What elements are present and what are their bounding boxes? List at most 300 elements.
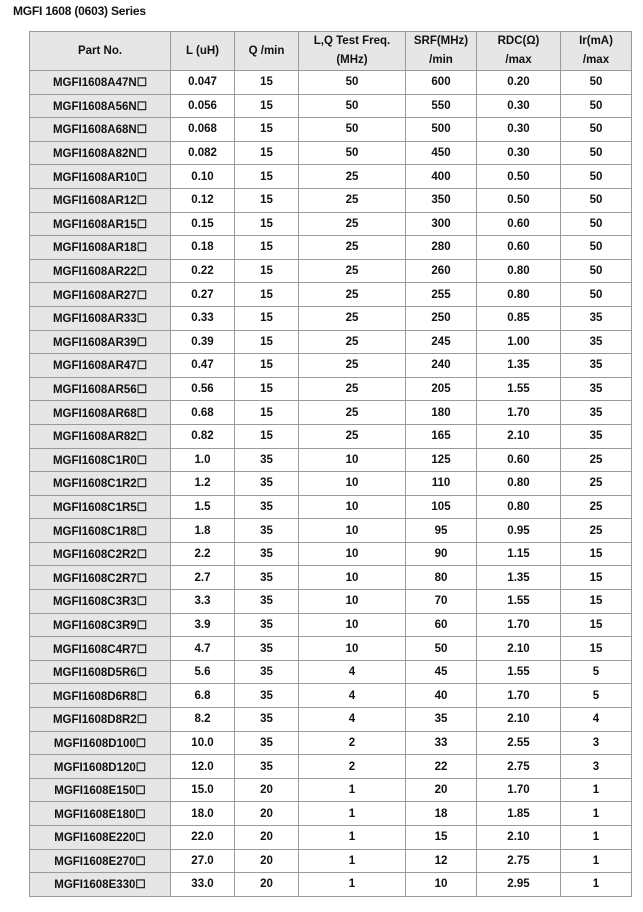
cell-test-freq: 50 (299, 71, 406, 95)
header-label: Ir(mA) (579, 35, 613, 47)
cell-ir: 5 (561, 684, 632, 708)
cell-ir: 1 (561, 873, 632, 897)
cell-part-no: MGFI1608C2R7☐ (30, 566, 171, 590)
cell-ir: 50 (561, 212, 632, 236)
cell-ir: 15 (561, 613, 632, 637)
cell-rdc: 1.85 (477, 802, 561, 826)
cell-test-freq: 25 (299, 377, 406, 401)
table-row (30, 873, 632, 897)
cell-q-min: 15 (235, 212, 299, 236)
cell-part-no: MGFI1608AR22☐ (30, 259, 171, 283)
cell-ir: 3 (561, 731, 632, 755)
cell-q-min: 35 (235, 495, 299, 519)
cell-ir: 50 (561, 118, 632, 142)
cell-srf: 70 (406, 590, 477, 614)
cell-inductance: 6.8 (171, 684, 235, 708)
cell-inductance: 0.10 (171, 165, 235, 189)
table-row (30, 212, 632, 236)
cell-q-min: 15 (235, 236, 299, 260)
cell-q-min: 35 (235, 731, 299, 755)
cell-rdc: 1.70 (477, 401, 561, 425)
cell-q-min: 35 (235, 755, 299, 779)
cell-q-min: 20 (235, 778, 299, 802)
cell-srf: 95 (406, 519, 477, 543)
table-row (30, 826, 632, 850)
cell-ir: 50 (561, 141, 632, 165)
cell-q-min: 15 (235, 306, 299, 330)
cell-test-freq: 50 (299, 94, 406, 118)
cell-inductance: 0.22 (171, 259, 235, 283)
cell-q-min: 20 (235, 849, 299, 873)
cell-ir: 35 (561, 306, 632, 330)
table-row (30, 684, 632, 708)
cell-test-freq: 1 (299, 873, 406, 897)
cell-inductance: 1.5 (171, 495, 235, 519)
cell-inductance: 22.0 (171, 826, 235, 850)
table-row (30, 283, 632, 307)
cell-inductance: 2.7 (171, 566, 235, 590)
cell-srf: 205 (406, 377, 477, 401)
cell-srf: 33 (406, 731, 477, 755)
cell-q-min: 20 (235, 802, 299, 826)
cell-part-no: MGFI1608AR82☐ (30, 424, 171, 448)
cell-q-min: 15 (235, 141, 299, 165)
cell-rdc: 2.10 (477, 708, 561, 732)
cell-inductance: 8.2 (171, 708, 235, 732)
table-row (30, 330, 632, 354)
cell-ir: 35 (561, 354, 632, 378)
cell-q-min: 15 (235, 283, 299, 307)
cell-srf: 300 (406, 212, 477, 236)
cell-q-min: 35 (235, 590, 299, 614)
cell-inductance: 0.56 (171, 377, 235, 401)
cell-test-freq: 4 (299, 660, 406, 684)
cell-q-min: 15 (235, 94, 299, 118)
cell-rdc: 2.75 (477, 755, 561, 779)
cell-ir: 25 (561, 448, 632, 472)
table-row (30, 188, 632, 212)
header-rdc (477, 32, 561, 71)
spec-table (29, 31, 632, 897)
cell-srf: 350 (406, 188, 477, 212)
cell-srf: 180 (406, 401, 477, 425)
cell-test-freq: 25 (299, 259, 406, 283)
cell-test-freq: 4 (299, 708, 406, 732)
cell-inductance: 33.0 (171, 873, 235, 897)
cell-srf: 80 (406, 566, 477, 590)
cell-part-no: MGFI1608AR27☐ (30, 283, 171, 307)
cell-rdc: 0.80 (477, 495, 561, 519)
cell-test-freq: 50 (299, 141, 406, 165)
table-body (30, 71, 632, 897)
page-title: MGFI 1608 (0603) Series (13, 4, 146, 18)
cell-q-min: 35 (235, 519, 299, 543)
cell-inductance: 0.27 (171, 283, 235, 307)
cell-inductance: 18.0 (171, 802, 235, 826)
cell-part-no: MGFI1608C2R2☐ (30, 542, 171, 566)
cell-srf: 110 (406, 472, 477, 496)
cell-ir: 3 (561, 755, 632, 779)
cell-q-min: 35 (235, 448, 299, 472)
table-row (30, 849, 632, 873)
cell-test-freq: 10 (299, 519, 406, 543)
cell-test-freq: 10 (299, 542, 406, 566)
cell-ir: 35 (561, 424, 632, 448)
cell-q-min: 15 (235, 354, 299, 378)
cell-q-min: 35 (235, 684, 299, 708)
table-row (30, 637, 632, 661)
cell-rdc: 0.50 (477, 188, 561, 212)
cell-inductance: 0.18 (171, 236, 235, 260)
cell-rdc: 1.35 (477, 354, 561, 378)
cell-q-min: 15 (235, 424, 299, 448)
cell-q-min: 15 (235, 259, 299, 283)
header-label: L,Q Test Freq. (313, 35, 391, 47)
cell-srf: 45 (406, 660, 477, 684)
cell-test-freq: 4 (299, 684, 406, 708)
cell-srf: 20 (406, 778, 477, 802)
cell-srf: 40 (406, 684, 477, 708)
cell-rdc: 2.10 (477, 826, 561, 850)
cell-srf: 22 (406, 755, 477, 779)
cell-test-freq: 10 (299, 613, 406, 637)
cell-part-no: MGFI1608D6R8☐ (30, 684, 171, 708)
cell-rdc: 1.55 (477, 377, 561, 401)
table-row (30, 141, 632, 165)
cell-part-no: MGFI1608E180☐ (30, 802, 171, 826)
cell-rdc: 1.70 (477, 684, 561, 708)
cell-q-min: 35 (235, 637, 299, 661)
cell-q-min: 35 (235, 708, 299, 732)
table-row (30, 472, 632, 496)
cell-q-min: 15 (235, 118, 299, 142)
table-header (30, 32, 632, 71)
cell-test-freq: 25 (299, 212, 406, 236)
cell-ir: 50 (561, 283, 632, 307)
table-row (30, 755, 632, 779)
cell-q-min: 15 (235, 401, 299, 425)
cell-part-no: MGFI1608C4R7☐ (30, 637, 171, 661)
cell-inductance: 1.0 (171, 448, 235, 472)
cell-rdc: 0.60 (477, 236, 561, 260)
cell-part-no: MGFI1608AR15☐ (30, 212, 171, 236)
cell-q-min: 15 (235, 165, 299, 189)
header-unit: /max (505, 54, 532, 66)
cell-rdc: 1.35 (477, 566, 561, 590)
header-label: SRF(MHz) (413, 35, 469, 47)
cell-part-no: MGFI1608D8R2☐ (30, 708, 171, 732)
cell-q-min: 35 (235, 472, 299, 496)
cell-part-no: MGFI1608A47N☐ (30, 71, 171, 95)
cell-inductance: 27.0 (171, 849, 235, 873)
cell-rdc: 2.75 (477, 849, 561, 873)
cell-srf: 35 (406, 708, 477, 732)
cell-rdc: 1.55 (477, 660, 561, 684)
cell-ir: 50 (561, 71, 632, 95)
cell-ir: 50 (561, 94, 632, 118)
cell-ir: 1 (561, 802, 632, 826)
cell-part-no: MGFI1608AR12☐ (30, 188, 171, 212)
table-row (30, 590, 632, 614)
cell-part-no: MGFI1608C1R2☐ (30, 472, 171, 496)
cell-part-no: MGFI1608C3R3☐ (30, 590, 171, 614)
cell-q-min: 15 (235, 71, 299, 95)
cell-srf: 550 (406, 94, 477, 118)
cell-srf: 260 (406, 259, 477, 283)
cell-part-no: MGFI1608D100☐ (30, 731, 171, 755)
table-row (30, 778, 632, 802)
cell-inductance: 0.068 (171, 118, 235, 142)
header-label: Q /min (248, 44, 285, 57)
table-row (30, 377, 632, 401)
header-unit: /min (429, 54, 453, 66)
cell-rdc: 1.70 (477, 778, 561, 802)
cell-test-freq: 25 (299, 401, 406, 425)
cell-ir: 25 (561, 495, 632, 519)
table-row (30, 708, 632, 732)
cell-ir: 15 (561, 637, 632, 661)
header-label: RDC(Ω) (497, 35, 540, 47)
header-q-min (235, 32, 299, 71)
cell-test-freq: 25 (299, 236, 406, 260)
cell-part-no: MGFI1608AR33☐ (30, 306, 171, 330)
table-row (30, 542, 632, 566)
cell-q-min: 15 (235, 377, 299, 401)
cell-rdc: 0.60 (477, 448, 561, 472)
cell-srf: 400 (406, 165, 477, 189)
table-row (30, 354, 632, 378)
cell-test-freq: 25 (299, 188, 406, 212)
cell-inductance: 1.2 (171, 472, 235, 496)
header-test-freq (299, 32, 406, 71)
table-row (30, 613, 632, 637)
cell-rdc: 0.80 (477, 472, 561, 496)
cell-test-freq: 25 (299, 330, 406, 354)
cell-q-min: 15 (235, 188, 299, 212)
cell-ir: 50 (561, 236, 632, 260)
cell-srf: 60 (406, 613, 477, 637)
cell-inductance: 0.12 (171, 188, 235, 212)
cell-inductance: 10.0 (171, 731, 235, 755)
cell-inductance: 1.8 (171, 519, 235, 543)
cell-rdc: 1.00 (477, 330, 561, 354)
cell-inductance: 5.6 (171, 660, 235, 684)
cell-q-min: 15 (235, 330, 299, 354)
cell-srf: 450 (406, 141, 477, 165)
cell-srf: 90 (406, 542, 477, 566)
cell-test-freq: 25 (299, 165, 406, 189)
cell-test-freq: 10 (299, 637, 406, 661)
header-unit: (MHz) (336, 54, 368, 66)
cell-part-no: MGFI1608C1R0☐ (30, 448, 171, 472)
cell-test-freq: 25 (299, 354, 406, 378)
header-ir (561, 32, 632, 71)
cell-part-no: MGFI1608AR47☐ (30, 354, 171, 378)
cell-inductance: 0.39 (171, 330, 235, 354)
cell-test-freq: 2 (299, 755, 406, 779)
cell-ir: 25 (561, 519, 632, 543)
cell-inductance: 0.15 (171, 212, 235, 236)
cell-srf: 250 (406, 306, 477, 330)
cell-inductance: 12.0 (171, 755, 235, 779)
cell-rdc: 1.15 (477, 542, 561, 566)
cell-test-freq: 10 (299, 472, 406, 496)
cell-srf: 255 (406, 283, 477, 307)
cell-part-no: MGFI1608E330☐ (30, 873, 171, 897)
cell-srf: 280 (406, 236, 477, 260)
cell-inductance: 0.082 (171, 141, 235, 165)
cell-ir: 50 (561, 165, 632, 189)
cell-test-freq: 10 (299, 448, 406, 472)
table-row (30, 259, 632, 283)
cell-part-no: MGFI1608C1R8☐ (30, 519, 171, 543)
cell-ir: 4 (561, 708, 632, 732)
cell-part-no: MGFI1608AR18☐ (30, 236, 171, 260)
cell-test-freq: 1 (299, 802, 406, 826)
cell-rdc: 2.10 (477, 424, 561, 448)
cell-part-no: MGFI1608E220☐ (30, 826, 171, 850)
header-row (30, 32, 632, 71)
table-row (30, 495, 632, 519)
cell-rdc: 0.85 (477, 306, 561, 330)
cell-q-min: 20 (235, 873, 299, 897)
cell-rdc: 2.55 (477, 731, 561, 755)
cell-inductance: 4.7 (171, 637, 235, 661)
cell-ir: 1 (561, 778, 632, 802)
cell-ir: 35 (561, 401, 632, 425)
cell-srf: 18 (406, 802, 477, 826)
cell-inductance: 0.47 (171, 354, 235, 378)
table-row (30, 448, 632, 472)
header-label: Part No. (77, 44, 123, 57)
cell-rdc: 0.60 (477, 212, 561, 236)
cell-ir: 1 (561, 826, 632, 850)
table-row (30, 118, 632, 142)
header-label: L (uH) (185, 44, 219, 57)
cell-part-no: MGFI1608D120☐ (30, 755, 171, 779)
header-srf (406, 32, 477, 71)
cell-ir: 25 (561, 472, 632, 496)
cell-part-no: MGFI1608AR56☐ (30, 377, 171, 401)
cell-part-no: MGFI1608AR39☐ (30, 330, 171, 354)
cell-test-freq: 10 (299, 495, 406, 519)
cell-test-freq: 10 (299, 566, 406, 590)
cell-part-no: MGFI1608D5R6☐ (30, 660, 171, 684)
table-row (30, 660, 632, 684)
cell-part-no: MGFI1608A68N☐ (30, 118, 171, 142)
cell-rdc: 0.20 (477, 71, 561, 95)
cell-srf: 125 (406, 448, 477, 472)
cell-inductance: 0.68 (171, 401, 235, 425)
cell-inductance: 0.82 (171, 424, 235, 448)
cell-srf: 105 (406, 495, 477, 519)
cell-inductance: 3.3 (171, 590, 235, 614)
table-row (30, 306, 632, 330)
cell-q-min: 20 (235, 826, 299, 850)
cell-part-no: MGFI1608E270☐ (30, 849, 171, 873)
table-row (30, 94, 632, 118)
cell-rdc: 0.30 (477, 141, 561, 165)
cell-srf: 500 (406, 118, 477, 142)
cell-test-freq: 25 (299, 424, 406, 448)
cell-q-min: 35 (235, 542, 299, 566)
table-row (30, 165, 632, 189)
cell-inductance: 0.33 (171, 306, 235, 330)
table-row (30, 401, 632, 425)
cell-rdc: 0.30 (477, 94, 561, 118)
table-row (30, 236, 632, 260)
cell-srf: 15 (406, 826, 477, 850)
cell-part-no: MGFI1608E150☐ (30, 778, 171, 802)
cell-srf: 240 (406, 354, 477, 378)
cell-rdc: 2.10 (477, 637, 561, 661)
cell-part-no: MGFI1608C3R9☐ (30, 613, 171, 637)
cell-part-no: MGFI1608C1R5☐ (30, 495, 171, 519)
cell-ir: 15 (561, 590, 632, 614)
cell-ir: 50 (561, 188, 632, 212)
cell-srf: 50 (406, 637, 477, 661)
cell-ir: 35 (561, 377, 632, 401)
cell-rdc: 1.55 (477, 590, 561, 614)
cell-part-no: MGFI1608AR10☐ (30, 165, 171, 189)
cell-test-freq: 50 (299, 118, 406, 142)
cell-rdc: 0.95 (477, 519, 561, 543)
header-inductance (171, 32, 235, 71)
cell-part-no: MGFI1608AR68☐ (30, 401, 171, 425)
header-part-no (30, 32, 171, 71)
cell-inductance: 0.056 (171, 94, 235, 118)
cell-rdc: 2.95 (477, 873, 561, 897)
cell-srf: 600 (406, 71, 477, 95)
cell-q-min: 35 (235, 566, 299, 590)
cell-rdc: 0.80 (477, 259, 561, 283)
cell-rdc: 1.70 (477, 613, 561, 637)
table-row (30, 802, 632, 826)
cell-srf: 10 (406, 873, 477, 897)
cell-test-freq: 25 (299, 306, 406, 330)
cell-ir: 15 (561, 542, 632, 566)
cell-test-freq: 1 (299, 849, 406, 873)
table-row (30, 424, 632, 448)
cell-inductance: 15.0 (171, 778, 235, 802)
cell-test-freq: 10 (299, 590, 406, 614)
cell-q-min: 35 (235, 660, 299, 684)
cell-ir: 5 (561, 660, 632, 684)
cell-rdc: 0.80 (477, 283, 561, 307)
cell-part-no: MGFI1608A82N☐ (30, 141, 171, 165)
cell-part-no: MGFI1608A56N☐ (30, 94, 171, 118)
cell-inductance: 3.9 (171, 613, 235, 637)
cell-ir: 15 (561, 566, 632, 590)
cell-q-min: 35 (235, 613, 299, 637)
cell-ir: 1 (561, 849, 632, 873)
table-row (30, 731, 632, 755)
cell-ir: 50 (561, 259, 632, 283)
table-row (30, 566, 632, 590)
table-row (30, 71, 632, 95)
cell-ir: 35 (561, 330, 632, 354)
cell-inductance: 0.047 (171, 71, 235, 95)
cell-inductance: 2.2 (171, 542, 235, 566)
cell-srf: 245 (406, 330, 477, 354)
cell-srf: 12 (406, 849, 477, 873)
cell-test-freq: 1 (299, 778, 406, 802)
cell-srf: 165 (406, 424, 477, 448)
table-row (30, 519, 632, 543)
header-unit: /max (582, 54, 610, 66)
cell-test-freq: 2 (299, 731, 406, 755)
cell-rdc: 0.50 (477, 165, 561, 189)
